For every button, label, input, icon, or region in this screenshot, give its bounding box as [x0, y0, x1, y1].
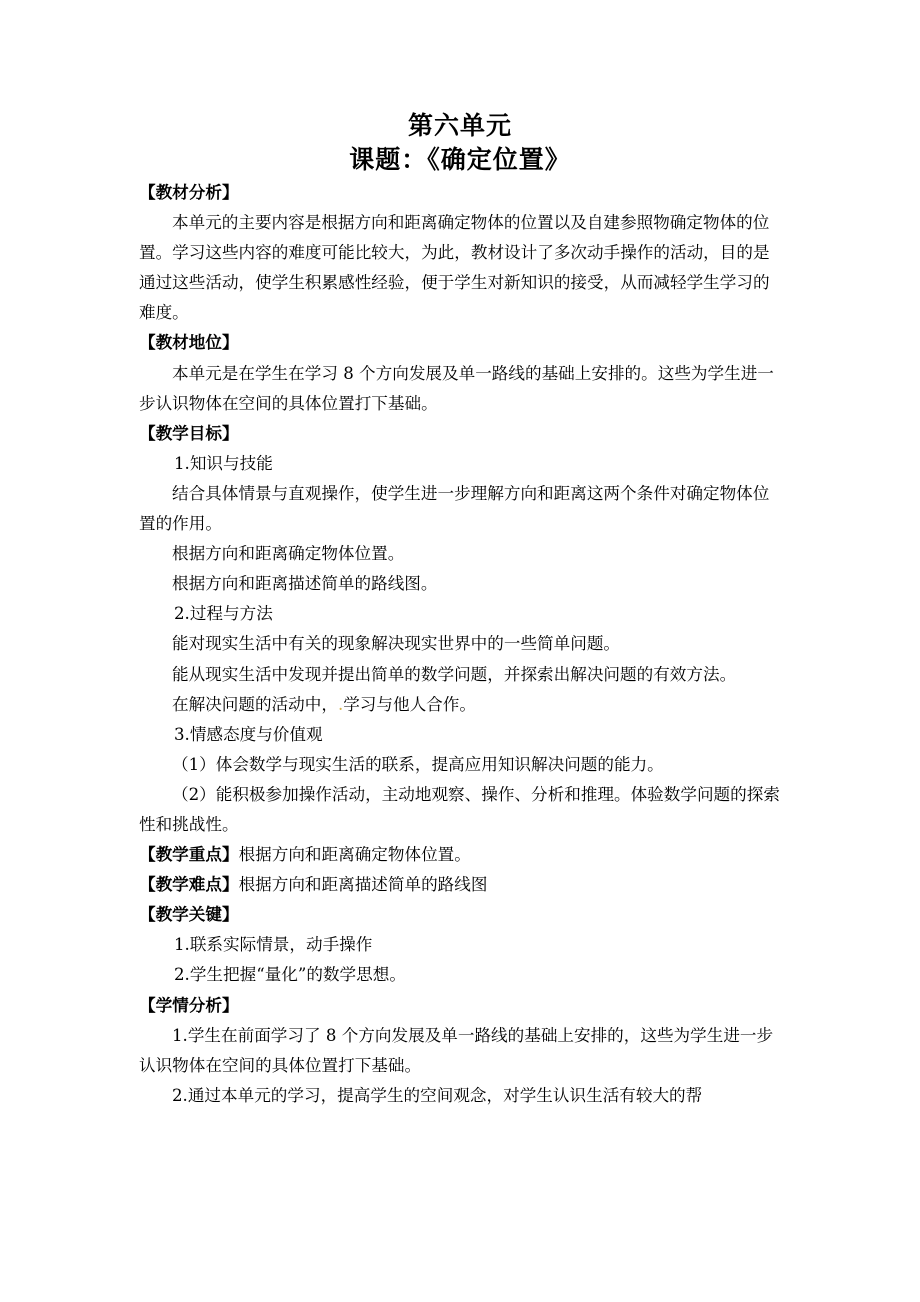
- paragraph: 能对现实生活中有关的现象解决现实世界中的一些简单问题。: [172, 634, 621, 654]
- section-heading-key-point: 【教学重点】: [139, 845, 239, 865]
- paragraph-text: 学习与他人合作。: [343, 694, 476, 714]
- paragraph: [139, 690, 784, 720]
- paragraph: 1.学生在前面学习了 8 个方向发展及单一路线的基础上安排的，这些为学生进一步认识物体在空间的具体位置打下基础。: [139, 1025, 774, 1075]
- difficulty-text: 根据方向和距离描述简单的路线图: [238, 875, 488, 895]
- key-point-line: [139, 840, 784, 870]
- list-item: 1.联系实际情景，动手操作: [174, 935, 373, 955]
- paragraph: 根据方向和距离描述简单的路线图。: [172, 574, 438, 594]
- list-item: 2.学生把握“量化”的数学思想。: [174, 965, 406, 985]
- paragraph: （1）体会数学与现实生活的联系，提高应用知识解决问题的能力。: [172, 754, 664, 774]
- stray-mark: .: [337, 694, 344, 714]
- difficulty-line: [139, 870, 784, 900]
- list-item: 1.知识与技能: [174, 453, 273, 473]
- paragraph: 能从现实生活中发现并提出简单的数学问题，并探索出解决问题的有效方法。: [172, 664, 737, 684]
- section-heading-teaching-goals: 【教学目标】: [139, 423, 239, 443]
- paragraph: （2）能积极参加操作活动，主动地观察、操作、分析和推理。体验数学问题的探索性和挑战性。: [139, 784, 780, 834]
- section-heading-material-analysis: 【教材分析】: [139, 183, 239, 202]
- list-item: 3.情感态度与价值观: [174, 724, 323, 744]
- unit-title: 第六单元: [407, 111, 512, 140]
- paragraph: 2.通过本单元的学习，提高学生的空间观念，对学生认识生活有较大的帮: [172, 1085, 703, 1105]
- paragraph: 本单元的主要内容是根据方向和距离确定物体的位置以及自建参照物确定物体的位置。学习这些内容的难度可能比较大，为此，教材设计了多次动手操作的活动，目的是通过这些活动，使学生积累感性经验，便于学生对新知识的接受，从而减轻学生学习的难度。: [139, 213, 770, 323]
- lesson-title: 课题：《确定位置》: [349, 145, 571, 174]
- section-heading-difficulty: 【教学难点】: [139, 875, 239, 895]
- paragraph: 根据方向和距离确定物体位置。: [172, 544, 405, 564]
- paragraph: 本单元是在学生在学习 8 个方向发展及单一路线的基础上安排的。这些为学生进一步认识物体在空间的具体位置打下基础。: [139, 363, 774, 413]
- list-item: 2.过程与方法: [174, 604, 273, 624]
- key-point-text: 根据方向和距离确定物体位置。: [238, 845, 471, 865]
- document-body: [139, 178, 784, 1111]
- section-heading-teaching-key: 【教学关键】: [139, 905, 239, 925]
- section-heading-material-status: 【教材地位】: [139, 333, 239, 353]
- section-heading-student-analysis: 【学情分析】: [139, 995, 239, 1015]
- paragraph: 结合具体情景与直观操作，使学生进一步理解方向和距离这两个条件对确定物体位置的作用。: [139, 483, 770, 534]
- paragraph-text: 在解决问题的活动中，: [172, 694, 338, 714]
